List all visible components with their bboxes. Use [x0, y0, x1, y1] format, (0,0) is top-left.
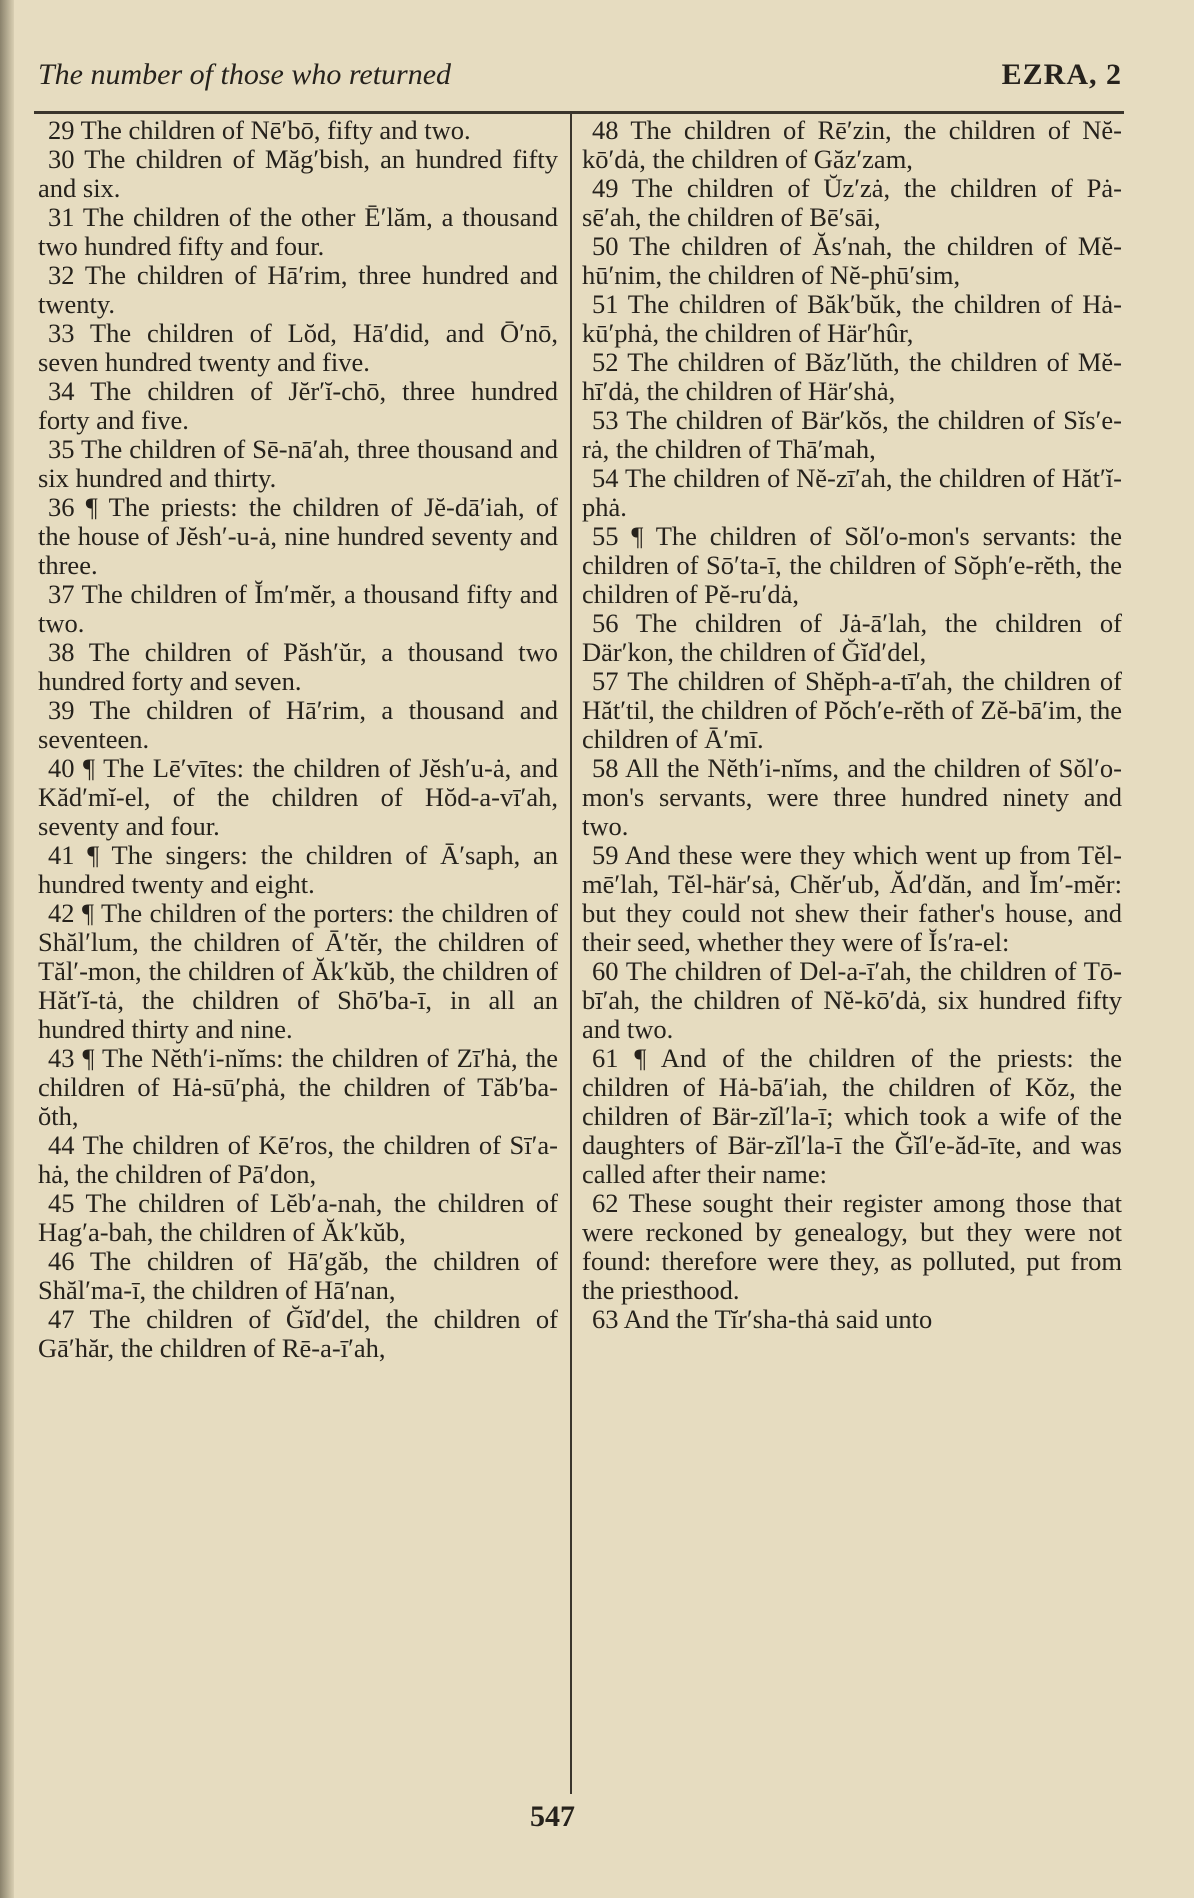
verse: 29 The children of Nē′bō, fifty and two.: [48, 115, 471, 145]
verse: 32 The children of Hā′rim, three hundred and twenty.: [38, 260, 558, 319]
verse: 54 The children of Nĕ-zī′ah, the children of Hăt′ĭ-phȧ.: [582, 463, 1122, 522]
verse: 43 ¶ The Nĕth′i-nĭms: the children of Zī′hȧ, the children of Hȧ-sū′phȧ, the children of Tăb′ba-ŏth,: [38, 1043, 558, 1131]
header-rule: [34, 111, 1124, 114]
verse: 51 The children of Băk′bŭk, the children of Hȧ-kū′phȧ, the children of Här′hûr,: [582, 289, 1122, 348]
verse: 60 The children of Del-a-ī′ah, the children of Tō-bī′ah, the children of Nĕ-kō′dȧ, six hundred fifty and two.: [582, 956, 1122, 1044]
verse: 61 ¶ And of the children of the priests: the children of Hȧ-bā′iah, the children of Kŏz, the children of Bär-zĭl′la-ī; which took a wife of the daughters of Bär-zĭl′la-ī the Ğĭl′e-ăd-īte, and was called after their name:: [582, 1043, 1122, 1189]
verse: 33 The children of Lŏd, Hā′did, and Ō′nō, seven hundred twenty and five.: [38, 318, 558, 377]
verse: 39 The children of Hā′rim, a thousand and seventeen.: [38, 695, 558, 754]
verse: 52 The children of Băz′lŭth, the children of Mĕ-hī′dȧ, the children of Här′shȧ,: [582, 347, 1122, 406]
verse: 50 The children of Ăs′nah, the children of Mĕ-hū′nim, the children of Nĕ-phū′sim,: [582, 231, 1122, 290]
verse: 37 The children of Ĭm′mĕr, a thousand fifty and two.: [38, 579, 558, 638]
verse: 40 ¶ The Lē′vītes: the children of Jĕsh′u-ȧ, and Kăd′mĭ-el, of the children of Hŏd-a-vī′ah, seventy and four.: [38, 753, 558, 841]
verse: 44 The children of Kē′ros, the children of Sī′a-hȧ, the children of Pā′don,: [38, 1130, 558, 1189]
verse: 41 ¶ The singers: the children of Ā′saph, an hundred twenty and eight.: [38, 840, 558, 899]
verse: 55 ¶ The children of Sŏl′o-mon's servants: the children of Sō′ta-ī, the children of Sŏph′e-rĕth, the children of Pĕ-ru′dȧ,: [582, 521, 1122, 609]
verse: 62 These sought their register among those that were reckoned by genealogy, but they were not found: therefore were they, as polluted, put from the priesthood.: [582, 1188, 1122, 1305]
verse: 46 The children of Hā′găb, the children of Shăl′ma-ī, the children of Hā′nan,: [38, 1246, 558, 1305]
verse: 58 All the Nĕth′i-nĭms, and the children of Sŏl′o-mon's servants, were three hundred ninety and two.: [582, 753, 1122, 841]
column-divider: [570, 114, 572, 1794]
verse: 47 The children of Ğĭd′del, the children of Gā′hăr, the children of Rē-a-ī′ah,: [38, 1304, 558, 1363]
book-spine-shadow: [0, 0, 14, 1898]
running-head-title: The number of those who returned: [38, 58, 452, 91]
verse: 59 And these were they which went up from Tĕl-mē′lah, Tĕl-här′sȧ, Chĕr′ub, Ăd′dăn, and Ĭm′-mĕr: but they could not shew their father's house, and their seed, whether they were of Ĭs′ra-el:: [582, 840, 1122, 957]
verse: 56 The children of Jȧ-ā′lah, the children of Där′kon, the children of Ğĭd′del,: [582, 608, 1122, 667]
verse: 45 The children of Lĕb′a-nah, the children of Hag′a-bah, the children of Ăk′kŭb,: [38, 1188, 558, 1247]
verse: 42 ¶ The children of the porters: the children of Shăl′lum, the children of Ā′tĕr, the children of Tăl′-mon, the children of Ăk′kŭb, the children of Hăt′ĭ-tȧ, the children of Shō′ba-ī, in all an hundred thirty and nine.: [38, 898, 558, 1044]
right-column: [582, 116, 1122, 1334]
left-column: [38, 116, 558, 1363]
running-head-chapter: EZRA, 2: [1001, 58, 1122, 91]
verse: 35 The children of Sē-nā′ah, three thousand and six hundred and thirty.: [38, 434, 558, 493]
verse: 48 The children of Rē′zin, the children of Nĕ-kō′dȧ, the children of Găz′zam,: [582, 115, 1122, 174]
verse: 49 The children of Ŭz′zȧ, the children of Pȧ-sē′ah, the children of Bē′sāi,: [582, 173, 1122, 232]
verse: 36 ¶ The priests: the children of Jĕ-dā′iah, of the house of Jĕsh′-u-ȧ, nine hundred seventy and three.: [38, 492, 558, 580]
verse: 53 The children of Bär′kŏs, the children of Sĭs′e-rȧ, the children of Thā′mah,: [582, 405, 1122, 464]
verse: 34 The children of Jĕr′ĭ-chō, three hundred forty and five.: [38, 376, 558, 435]
verse: 57 The children of Shĕph-a-tī′ah, the children of Hăt′til, the children of Pŏch′e-rĕth of Zĕ-bā′im, the children of Ā′mī.: [582, 666, 1122, 754]
page-number: 547: [530, 1800, 575, 1833]
verse: 30 The children of Măg′bish, an hundred fifty and six.: [38, 144, 558, 203]
verse: 63 And the Tĭr′sha-thȧ said unto: [592, 1304, 933, 1334]
verse: 31 The children of the other Ē′lăm, a thousand two hundred fifty and four.: [38, 202, 558, 261]
verse: 38 The children of Păsh′ŭr, a thousand two hundred forty and seven.: [38, 637, 558, 696]
